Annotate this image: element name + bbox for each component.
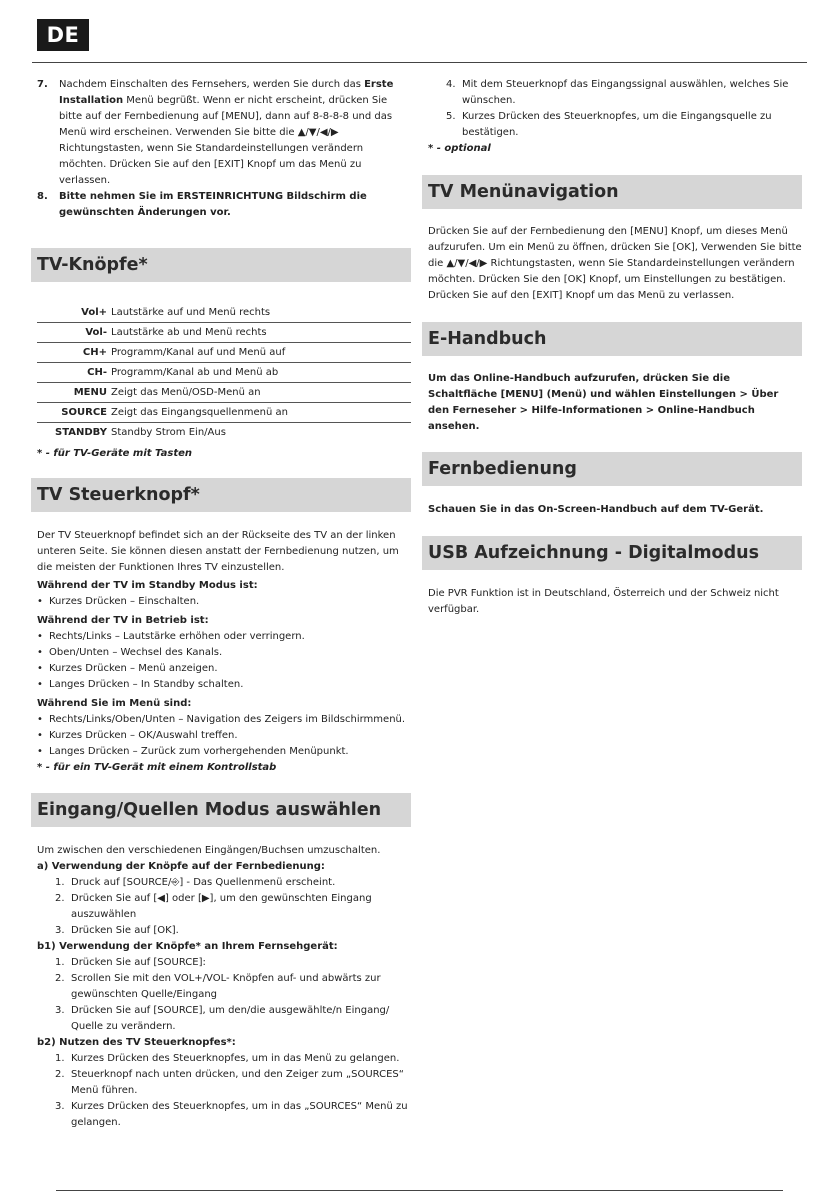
step-number: 8.: [37, 191, 48, 202]
table-row: [37, 403, 411, 423]
key-name: CH+: [37, 343, 111, 363]
tv-buttons-table: [37, 303, 411, 442]
menu-nav-text: Drücken Sie auf der Fernbedienung den [MENU] Knopf, um dieses Menü aufzurufen. Um ein Menü zu öffnen, drücken Sie [OK], Verwenden Sie bitte die ▲/▼/◀/▶ Richtungstasten, wenn Sie Standardeinstellungen verändern möchten. Drücken Sie den [OK] Knopf, um Einstellungen zu bestätigen. Drücken Sie auf den [EXIT] Knopf um das Menü zu verlassen.: [428, 226, 802, 301]
list-item: 1. Druck auf [SOURCE/⎆] - Das Quellenmenü erscheint.: [55, 877, 336, 888]
control-stick-intro: Der TV Steuerknopf befindet sich an der Rückseite des TV an der linken unteren Seite. Sie können diesen anstatt der Fernbedienung nutzen, um die meisten der Funktionen Ihres TV einzustellen.: [37, 530, 399, 573]
optional-note: * - optional: [428, 143, 491, 154]
table-row: [37, 343, 411, 363]
tv-buttons-heading: b1) Verwendung der Knöpfe* an Ihrem Fernsehgerät:: [37, 941, 338, 952]
remote-heading: a) Verwendung der Knöpfe auf der Fernbedienung:: [37, 861, 325, 872]
list-item: • Rechts/Links – Lautstärke erhöhen oder verringern.: [37, 629, 411, 645]
list-item: • Rechts/Links/Oben/Unten – Navigation des Zeigers im Bildschirmmenü.: [37, 712, 411, 728]
list-item: 3. Drücken Sie auf [OK].: [55, 925, 179, 936]
list-item: 5. Kurzes Drücken des Steuerknopfes, um die Eingangsquelle zu bestätigen.: [446, 111, 772, 138]
key-name: CH-: [37, 363, 111, 383]
section-header-input-mode: Eingang/Quellen Modus auswählen: [31, 793, 411, 827]
list-item: 3. Drücken Sie auf [SOURCE], um den/die ausgewählte/n Eingang/ Quelle zu verändern.: [55, 1005, 390, 1032]
list-item: • Kurzes Drücken – Einschalten.: [37, 594, 411, 610]
standby-heading: Während der TV im Standby Modus ist:: [37, 580, 258, 591]
menu-list: [37, 712, 411, 760]
table-row: [37, 303, 411, 323]
continued-steps: [428, 77, 802, 141]
list-item: 2. Drücken Sie auf [◀] oder [▶], um den gewünschten Eingang auszuwählen: [55, 893, 372, 920]
list-item: • Kurzes Drücken – OK/Auswahl treffen.: [37, 728, 411, 744]
list-item: • Kurzes Drücken – Menü anzeigen.: [37, 661, 411, 677]
key-description: Programm/Kanal ab und Menü ab: [111, 363, 411, 383]
section-header-remote: Fernbedienung: [422, 452, 802, 486]
key-name: STANDBY: [55, 426, 107, 438]
install-step-8: [37, 189, 411, 221]
key-name: Vol-: [37, 323, 111, 343]
table-row: [37, 383, 411, 403]
key-name: SOURCE: [37, 403, 111, 423]
key-description: Standby Strom Ein/Aus: [111, 426, 226, 438]
list-item: 2. Steuerknopf nach unten drücken, und den Zeiger zum „SOURCES“ Menü führen.: [55, 1069, 404, 1096]
key-description: Zeigt das Menü/OSD-Menü an: [111, 383, 411, 403]
right-column: [428, 77, 802, 618]
control-stick-note: * - für ein TV-Gerät mit einem Kontrollstab: [37, 762, 277, 773]
control-stick-heading: b2) Nutzen des TV Steuerknopfes*:: [37, 1037, 236, 1048]
install-steps: [37, 77, 411, 221]
usb-text: Die PVR Funktion ist in Deutschland, Österreich und der Schweiz nicht verfügbar.: [428, 588, 779, 615]
operation-heading: Während der TV in Betrieb ist:: [37, 615, 209, 626]
step-text: Bitte nehmen Sie im ERSTEINRICHTUNG Bildschirm die gewünschten Änderungen vor.: [59, 191, 367, 218]
ehandbuch-text: Um das Online-Handbuch aufzurufen, drücken Sie die Schaltfläche [MENU] (Menü) und wählen Einstellungen > Über den Ferneseher > Hilfe-Informationen > Online-Handbuch ansehen.: [428, 373, 779, 432]
list-item: 3. Kurzes Drücken des Steuerknopfes, um in das „SOURCES“ Menü zu gelangen.: [55, 1101, 408, 1128]
list-item: 1. Kurzes Drücken des Steuerknopfes, um in das Menü zu gelangen.: [55, 1053, 400, 1064]
install-step-7: [37, 77, 411, 189]
left-column: [37, 77, 411, 1131]
table-row: [37, 323, 411, 343]
section-header-usb: USB Aufzeichnung - Digitalmodus: [422, 536, 802, 570]
list-item: 1. Drücken Sie auf [SOURCE]:: [55, 957, 206, 968]
step-number: 7.: [37, 79, 48, 90]
step-text-bold: Erste Installation: [59, 79, 394, 106]
top-divider: [32, 62, 807, 63]
control-stick-steps: [37, 1051, 411, 1131]
standby-list: [37, 594, 411, 610]
section-header-tv-buttons: TV-Knöpfe*: [31, 248, 411, 282]
table-row: [37, 363, 411, 383]
key-name: MENU: [37, 383, 111, 403]
step-text: Menü begrüßt. Wenn er nicht erscheint, drücken Sie bitte auf der Fernbedienung auf [MENU], dann auf 8-8-8-8 und das Menü wird erscheinen. Verwenden Sie bitte die ▲/▼/◀/▶ Richtungstasten, wenn Sie Standardeinstellungen verändern möchten. Drücken Sie auf den [EXIT] Knopf um das Menü zu verlassen.: [59, 95, 393, 186]
tv-buttons-note: * - für TV-Geräte mit Tasten: [37, 448, 193, 459]
key-description: Lautstärke auf und Menü rechts: [111, 303, 411, 323]
key-description: Lautstärke ab und Menü rechts: [111, 323, 411, 343]
tv-buttons-steps: [37, 955, 411, 1035]
table-row: [37, 423, 411, 443]
operation-list: [37, 629, 411, 693]
step-text: Nachdem Einschalten des Fernsehers, werden Sie durch das: [59, 79, 365, 90]
key-description: Programm/Kanal auf und Menü auf: [111, 343, 411, 363]
remote-text: Schauen Sie in das On-Screen-Handbuch auf dem TV-Gerät.: [428, 504, 764, 515]
key-name: Vol+: [37, 303, 111, 323]
section-header-menu-nav: TV Menünavigation: [422, 175, 802, 209]
section-header-ehandbuch: E-Handbuch: [422, 322, 802, 356]
input-mode-intro: Um zwischen den verschiedenen Eingängen/Buchsen umzuschalten.: [37, 845, 381, 856]
language-badge: DE: [37, 19, 89, 51]
list-item: 2. Scrollen Sie mit den VOL+/VOL- Knöpfen auf- und abwärts zur gewünschten Quelle/Eingang: [55, 973, 381, 1000]
remote-steps: [37, 875, 411, 939]
list-item: • Langes Drücken – Zurück zum vorhergehenden Menüpunkt.: [37, 744, 411, 760]
list-item: 4. Mit dem Steuerknopf das Eingangssignal auswählen, welches Sie wünschen.: [446, 79, 789, 106]
section-header-control-stick: TV Steuerknopf*: [31, 478, 411, 512]
list-item: • Oben/Unten – Wechsel des Kanals.: [37, 645, 411, 661]
list-item: • Langes Drücken – In Standby schalten.: [37, 677, 411, 693]
menu-heading: Während Sie im Menü sind:: [37, 698, 192, 709]
key-description: Zeigt das Eingangsquellenmenü an: [111, 403, 411, 423]
